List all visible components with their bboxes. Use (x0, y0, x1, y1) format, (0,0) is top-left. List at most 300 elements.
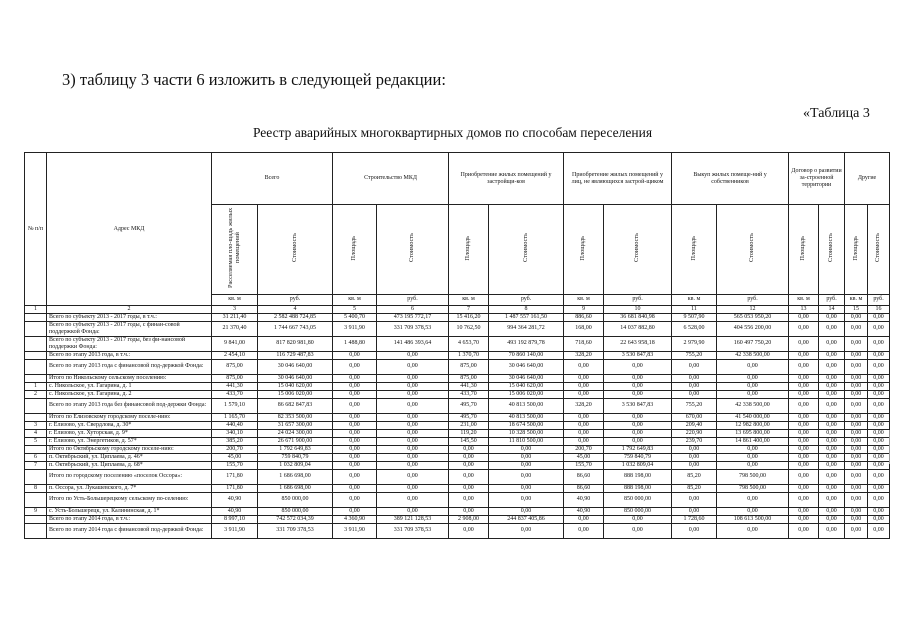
value-cell: 40,90 (564, 492, 604, 507)
value-cell: 0,00 (333, 445, 377, 453)
value-cell: 1 487 557 161,50 (489, 313, 564, 321)
value-cell: 0,00 (819, 515, 845, 523)
value-cell: 30 046 640,00 (489, 374, 564, 382)
value-cell: 0,00 (819, 398, 845, 413)
value-cell: 441,30 (449, 382, 489, 390)
value-cell: 0,00 (845, 523, 868, 538)
column-number-cell: 3 (212, 305, 258, 313)
subheader-cost: Стоимость (633, 233, 641, 263)
value-cell: 0,00 (819, 321, 845, 336)
row-address: Итого по Никольскому сельскому поселению: (47, 374, 212, 382)
value-cell: 0,00 (672, 492, 717, 507)
value-cell: 0,00 (333, 382, 377, 390)
value-cell: 888 198,00 (604, 484, 672, 492)
unit-cell: руб. (489, 294, 564, 305)
value-cell: 0,00 (789, 453, 819, 461)
value-cell: 0,00 (449, 507, 489, 515)
value-cell: 0,00 (449, 469, 489, 484)
value-cell: 11 810 500,00 (489, 437, 564, 445)
value-cell: 0,00 (845, 515, 868, 523)
value-cell: 850 000,00 (258, 507, 333, 515)
unit-cell: руб. (868, 294, 890, 305)
value-cell: 0,00 (333, 469, 377, 484)
value-cell: 82 353 500,00 (258, 413, 333, 421)
value-cell: 0,00 (672, 445, 717, 453)
value-cell: 0,00 (377, 351, 449, 359)
column-number-cell: 13 (789, 305, 819, 313)
value-cell: 0,00 (868, 321, 890, 336)
value-cell: 0,00 (333, 413, 377, 421)
value-cell: 3 530 847,83 (604, 351, 672, 359)
value-cell: 440,40 (212, 421, 258, 429)
column-number-cell: 5 (333, 305, 377, 313)
value-cell: 0,00 (489, 484, 564, 492)
value-cell: 3 530 847,83 (604, 398, 672, 413)
column-number-cell: 12 (717, 305, 789, 313)
subheader-cost: Стоимость (290, 233, 298, 263)
value-cell: 0,00 (672, 523, 717, 538)
value-cell: 0,00 (564, 413, 604, 421)
value-cell: 0,00 (868, 398, 890, 413)
value-cell: 0,00 (789, 484, 819, 492)
value-cell: 0,00 (449, 492, 489, 507)
value-cell: 0,00 (845, 453, 868, 461)
subheader-area: Площадь (799, 235, 807, 261)
table-row (25, 321, 890, 336)
value-cell: 0,00 (449, 523, 489, 538)
value-cell: 0,00 (845, 507, 868, 515)
row-number (25, 398, 47, 413)
value-cell: 0,00 (845, 390, 868, 398)
table-row (25, 336, 890, 351)
value-cell: 0,00 (819, 484, 845, 492)
value-cell: 45,00 (564, 453, 604, 461)
value-cell: 1 488,80 (333, 336, 377, 351)
row-number (25, 359, 47, 374)
value-cell: 42 338 500,00 (717, 351, 789, 359)
value-cell: 0,00 (789, 507, 819, 515)
value-cell: 1 579,10 (212, 398, 258, 413)
value-cell: 1 165,70 (212, 413, 258, 421)
value-cell: 0,00 (868, 484, 890, 492)
value-cell: 141 486 393,64 (377, 336, 449, 351)
value-cell: 0,00 (868, 437, 890, 445)
table-row (25, 382, 890, 390)
value-cell: 0,00 (377, 445, 449, 453)
value-cell: 171,80 (212, 484, 258, 492)
value-cell: 0,00 (845, 492, 868, 507)
value-cell: 0,00 (449, 461, 489, 469)
row-number: 6 (25, 453, 47, 461)
value-cell: 0,00 (845, 461, 868, 469)
value-cell: 31 657 300,00 (258, 421, 333, 429)
value-cell: 0,00 (868, 461, 890, 469)
value-cell: 0,00 (604, 515, 672, 523)
value-cell: 0,00 (489, 445, 564, 453)
value-cell: 0,00 (377, 413, 449, 421)
table-row (25, 484, 890, 492)
value-cell: 0,00 (819, 453, 845, 461)
value-cell: 0,00 (868, 421, 890, 429)
column-number-cell: 6 (377, 305, 449, 313)
value-cell: 0,00 (868, 313, 890, 321)
value-cell: 0,00 (819, 351, 845, 359)
value-cell: 0,00 (489, 469, 564, 484)
value-cell: 0,00 (868, 351, 890, 359)
value-cell: 0,00 (333, 398, 377, 413)
value-cell: 15 040 620,00 (489, 382, 564, 390)
value-cell: 742 572 034,39 (258, 515, 333, 523)
value-cell: 220,90 (672, 429, 717, 437)
subheader-cost: Стоимость (408, 233, 416, 263)
value-cell: 755,20 (672, 351, 717, 359)
table-row (25, 453, 890, 461)
value-cell: 0,00 (377, 507, 449, 515)
value-cell: 6 528,00 (672, 321, 717, 336)
table-row (25, 390, 890, 398)
value-cell: 493 192 879,78 (489, 336, 564, 351)
value-cell: 875,00 (449, 359, 489, 374)
header-num: № п/п (25, 153, 47, 306)
value-cell: 0,00 (564, 429, 604, 437)
value-cell: 404 556 200,00 (717, 321, 789, 336)
value-cell: 0,00 (333, 453, 377, 461)
value-cell: 0,00 (789, 461, 819, 469)
value-cell: 0,00 (333, 390, 377, 398)
value-cell: 0,00 (845, 413, 868, 421)
row-number (25, 313, 47, 321)
value-cell: 2 454,10 (212, 351, 258, 359)
value-cell: 0,00 (819, 359, 845, 374)
value-cell: 209,40 (672, 421, 717, 429)
subheader-area: Площадь (851, 235, 859, 261)
value-cell: 0,00 (377, 374, 449, 382)
value-cell: 0,00 (819, 413, 845, 421)
value-cell: 155,70 (212, 461, 258, 469)
value-cell: 85,20 (672, 469, 717, 484)
unit-cell: кв. м (333, 294, 377, 305)
value-cell: 385,20 (212, 437, 258, 445)
value-cell: 0,00 (789, 523, 819, 538)
value-cell: 0,00 (845, 429, 868, 437)
value-cell: 1 032 809,04 (258, 461, 333, 469)
value-cell: 3 911,90 (333, 321, 377, 336)
value-cell: 0,00 (377, 390, 449, 398)
row-number (25, 374, 47, 382)
row-address: Всего по этапу 2014 года с финансовой под-держкой Фонда: (47, 523, 212, 538)
value-cell: 0,00 (717, 359, 789, 374)
header-from-non-developers: Приобретение жилых помещений у лиц, не являющихся застрой-щиком (564, 153, 672, 205)
value-cell: 0,00 (564, 359, 604, 374)
value-cell: 0,00 (868, 492, 890, 507)
value-cell: 0,00 (717, 507, 789, 515)
value-cell: 0,00 (449, 453, 489, 461)
value-cell: 1 744 667 743,05 (258, 321, 333, 336)
table-row (25, 492, 890, 507)
row-number: 3 (25, 421, 47, 429)
value-cell: 0,00 (845, 421, 868, 429)
value-cell: 2 979,90 (672, 336, 717, 351)
row-number (25, 321, 47, 336)
value-cell: 0,00 (789, 469, 819, 484)
value-cell: 0,00 (717, 453, 789, 461)
value-cell: 798 500,00 (717, 484, 789, 492)
value-cell: 5 400,70 (333, 313, 377, 321)
unit-cell: кв. м (564, 294, 604, 305)
row-number (25, 351, 47, 359)
table-reference: «Таблица 3 (803, 106, 870, 121)
header-construction: Строительство МКД (333, 153, 449, 205)
value-cell: 0,00 (604, 413, 672, 421)
value-cell: 15 006 020,00 (258, 390, 333, 398)
table-row (25, 359, 890, 374)
value-cell: 850 000,00 (258, 492, 333, 507)
table-row (25, 515, 890, 523)
row-address: с. Никольское, ул. Гагарина, д. 2 (47, 390, 212, 398)
value-cell: 239,70 (672, 437, 717, 445)
subheader-area: Площадь (350, 235, 358, 261)
value-cell: 2 582 488 724,85 (258, 313, 333, 321)
value-cell: 0,00 (819, 461, 845, 469)
value-cell: 0,00 (789, 374, 819, 382)
row-address: г. Елизово, ул. Хуторская, д. 9* (47, 429, 212, 437)
value-cell: 244 837 405,86 (489, 515, 564, 523)
row-address: с. Усть-Большерецк, ул. Калининская, д. 1* (47, 507, 212, 515)
row-address: п. Октябрьский, ул. Циплаева, д. 46* (47, 453, 212, 461)
value-cell: 86,60 (564, 484, 604, 492)
value-cell: 0,00 (789, 437, 819, 445)
table-row (25, 469, 890, 484)
header-buyout: Выкуп жилых помеще-ний у собственников (672, 153, 789, 205)
value-cell: 0,00 (819, 336, 845, 351)
row-number: 2 (25, 390, 47, 398)
value-cell: 875,00 (212, 359, 258, 374)
value-cell: 0,00 (868, 374, 890, 382)
value-cell: 0,00 (789, 445, 819, 453)
value-cell: 331 709 378,53 (258, 523, 333, 538)
value-cell: 888 198,00 (604, 469, 672, 484)
value-cell: 331 709 378,53 (377, 523, 449, 538)
row-number: 4 (25, 429, 47, 437)
intro-line: 3) таблицу 3 части 6 изложить в следующей редакции: (62, 70, 446, 89)
value-cell: 0,00 (868, 413, 890, 421)
value-cell: 0,00 (672, 507, 717, 515)
row-address: п. Оссора, ул. Лукашевского, д. 7* (47, 484, 212, 492)
value-cell: 1 728,60 (672, 515, 717, 523)
value-cell: 36 681 840,98 (604, 313, 672, 321)
row-address: г. Елизово, ул. Свердлова, д. 30* (47, 421, 212, 429)
table-row (25, 413, 890, 421)
row-address: Итого по Елизовскому городскому поселе-нию: (47, 413, 212, 421)
value-cell: 14 861 400,00 (717, 437, 789, 445)
table-row (25, 374, 890, 382)
value-cell: 70 860 140,00 (489, 351, 564, 359)
unit-cell: руб. (604, 294, 672, 305)
value-cell: 40,90 (212, 507, 258, 515)
value-cell: 0,00 (333, 374, 377, 382)
value-cell: 0,00 (868, 523, 890, 538)
value-cell: 0,00 (333, 421, 377, 429)
value-cell: 0,00 (333, 437, 377, 445)
subheader-cost: Стоимость (827, 233, 835, 263)
value-cell: 30 046 640,00 (489, 359, 564, 374)
value-cell: 0,00 (819, 507, 845, 515)
value-cell: 0,00 (845, 351, 868, 359)
value-cell: 0,00 (717, 390, 789, 398)
value-cell: 0,00 (868, 359, 890, 374)
value-cell: 0,00 (845, 398, 868, 413)
table-row (25, 461, 890, 469)
value-cell: 0,00 (845, 374, 868, 382)
value-cell: 40 813 500,00 (489, 398, 564, 413)
value-cell: 40,90 (212, 492, 258, 507)
value-cell: 755,20 (672, 398, 717, 413)
value-cell: 116 729 487,83 (258, 351, 333, 359)
value-cell: 30 046 640,00 (258, 359, 333, 374)
column-number-cell: 1 (25, 305, 47, 313)
value-cell: 0,00 (717, 374, 789, 382)
unit-cell: кв. м (212, 294, 258, 305)
value-cell: 42 338 500,00 (717, 398, 789, 413)
value-cell: 0,00 (845, 382, 868, 390)
column-number-cell: 16 (868, 305, 890, 313)
table-row (25, 313, 890, 321)
value-cell: 0,00 (845, 469, 868, 484)
row-number (25, 413, 47, 421)
row-address: Всего по этапу 2013 года, в т.ч.: (47, 351, 212, 359)
column-number-cell: 14 (819, 305, 845, 313)
table-row (25, 507, 890, 515)
value-cell: 41 540 000,00 (717, 413, 789, 421)
value-cell: 0,00 (489, 523, 564, 538)
value-cell: 0,00 (868, 429, 890, 437)
row-address: Всего по субъекту 2013 - 2017 годы, с финан-совой поддержкой Фонда: (47, 321, 212, 336)
value-cell: 328,20 (564, 398, 604, 413)
value-cell: 0,00 (789, 492, 819, 507)
column-number-cell: 2 (47, 305, 212, 313)
row-number (25, 515, 47, 523)
row-address: Всего по субъекту 2013 - 2017 годы, без фи-нансовой поддержки Фонда: (47, 336, 212, 351)
value-cell: 0,00 (604, 374, 672, 382)
value-cell: 119,20 (449, 429, 489, 437)
value-cell: 10 328 500,00 (489, 429, 564, 437)
value-cell: 0,00 (564, 374, 604, 382)
value-cell: 565 053 950,20 (717, 313, 789, 321)
value-cell: 200,70 (212, 445, 258, 453)
value-cell: 0,00 (333, 429, 377, 437)
value-cell: 9 841,00 (212, 336, 258, 351)
value-cell: 1 792 649,83 (258, 445, 333, 453)
value-cell: 0,00 (672, 390, 717, 398)
row-number (25, 336, 47, 351)
value-cell: 0,00 (604, 359, 672, 374)
value-cell: 22 643 958,18 (604, 336, 672, 351)
value-cell: 86 682 847,83 (258, 398, 333, 413)
value-cell: 0,00 (377, 469, 449, 484)
value-cell: 85,20 (672, 484, 717, 492)
value-cell: 0,00 (789, 382, 819, 390)
value-cell: 0,00 (604, 421, 672, 429)
subheader-area: Площадь (579, 235, 587, 261)
value-cell: 0,00 (868, 382, 890, 390)
value-cell: 0,00 (377, 382, 449, 390)
value-cell: 0,00 (868, 507, 890, 515)
row-address: Всего по этапу 2013 года с финансовой под-держкой Фонда: (47, 359, 212, 374)
value-cell: 0,00 (789, 515, 819, 523)
value-cell: 433,70 (212, 390, 258, 398)
value-cell: 0,00 (819, 492, 845, 507)
unit-cell: кв. м (672, 294, 717, 305)
value-cell: 10 762,50 (449, 321, 489, 336)
value-cell: 0,00 (717, 523, 789, 538)
header-address: Адрес МКД (47, 153, 212, 306)
row-number (25, 445, 47, 453)
value-cell: 40,90 (564, 507, 604, 515)
value-cell: 15 416,20 (449, 313, 489, 321)
value-cell: 18 674 500,00 (489, 421, 564, 429)
subheader-relocated-area: Расселяемая пло-щадь жилых помещений (226, 207, 241, 289)
row-number (25, 523, 47, 538)
value-cell: 155,70 (564, 461, 604, 469)
value-cell: 15 040 620,00 (258, 382, 333, 390)
value-cell: 0,00 (377, 359, 449, 374)
unit-cell: кв. м (845, 294, 868, 305)
row-number: 9 (25, 507, 47, 515)
value-cell: 0,00 (377, 484, 449, 492)
value-cell: 0,00 (789, 313, 819, 321)
value-cell: 850 000,00 (604, 507, 672, 515)
value-cell: 0,00 (672, 461, 717, 469)
value-cell: 0,00 (489, 507, 564, 515)
column-number-cell: 15 (845, 305, 868, 313)
value-cell: 1 370,70 (449, 351, 489, 359)
value-cell: 0,00 (819, 313, 845, 321)
value-cell: 0,00 (819, 523, 845, 538)
value-cell: 994 364 281,72 (489, 321, 564, 336)
row-number: 8 (25, 484, 47, 492)
value-cell: 0,00 (819, 421, 845, 429)
value-cell: 0,00 (789, 413, 819, 421)
value-cell: 0,00 (868, 453, 890, 461)
unit-cell: руб. (717, 294, 789, 305)
value-cell: 15 006 020,00 (489, 390, 564, 398)
value-cell: 1 686 698,00 (258, 469, 333, 484)
row-address: Всего по субъекту 2013 - 2017 годы, в т.ч.: (47, 313, 212, 321)
value-cell: 331 709 378,53 (377, 321, 449, 336)
table-row (25, 398, 890, 413)
value-cell: 328,20 (564, 351, 604, 359)
value-cell: 0,00 (604, 429, 672, 437)
value-cell: 0,00 (789, 336, 819, 351)
row-number: 5 (25, 437, 47, 445)
value-cell: 0,00 (377, 437, 449, 445)
value-cell: 0,00 (717, 445, 789, 453)
value-cell: 2 908,00 (449, 515, 489, 523)
value-cell: 718,60 (564, 336, 604, 351)
value-cell: 495,70 (449, 413, 489, 421)
value-cell: 0,00 (868, 336, 890, 351)
value-cell: 14 037 882,80 (604, 321, 672, 336)
value-cell: 0,00 (604, 390, 672, 398)
scan-artifact (889, 430, 890, 464)
value-cell: 0,00 (819, 429, 845, 437)
value-cell: 200,70 (564, 445, 604, 453)
value-cell: 0,00 (845, 359, 868, 374)
value-cell: 0,00 (333, 507, 377, 515)
value-cell: 0,00 (789, 421, 819, 429)
value-cell: 473 195 772,17 (377, 313, 449, 321)
value-cell: 798 500,00 (717, 469, 789, 484)
